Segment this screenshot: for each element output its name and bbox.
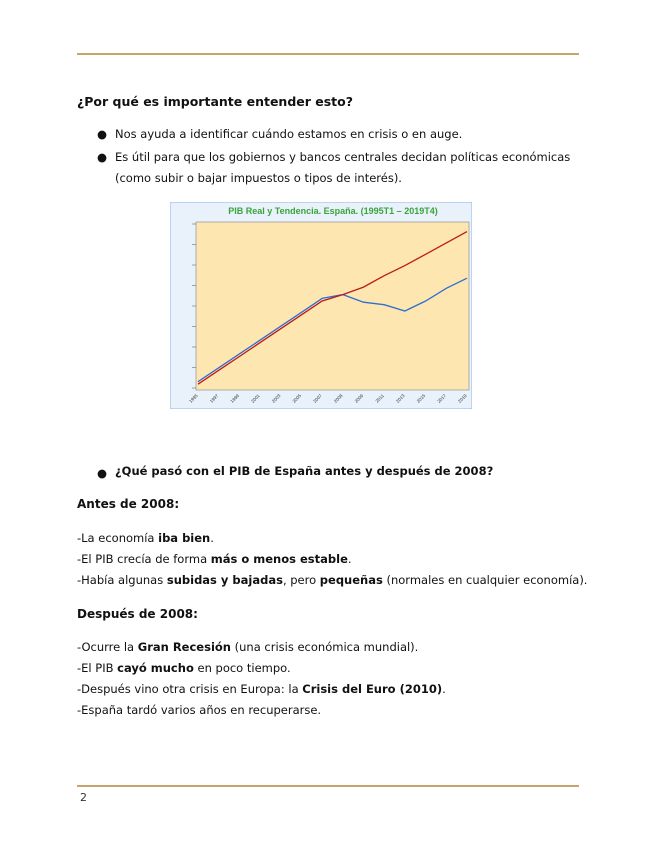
x-tick-label: 2003 — [270, 393, 282, 404]
after-line-3 — [77, 679, 446, 700]
after-line-1 — [77, 637, 418, 658]
after-line-2 — [77, 658, 291, 679]
bold-run: pequeñas — [319, 573, 383, 587]
section-heading: ¿Por qué es importante entender esto? — [77, 94, 353, 109]
text-run: , pero — [282, 573, 320, 587]
bold-run: subidas y bajadas — [166, 573, 283, 587]
bold-run: iba bien — [158, 531, 211, 545]
before-heading: Antes de 2008: — [77, 497, 180, 511]
top-rule — [77, 53, 579, 55]
bullet-text: Nos ayuda a identificar cuándo estamos en crisis o en auge. — [115, 127, 463, 141]
text-run: -El PIB — [77, 661, 118, 675]
text-run: en poco tiempo. — [193, 661, 291, 675]
after-heading: Después de 2008: — [77, 607, 198, 621]
x-tick-label: 2008 — [332, 393, 344, 404]
text-run: . — [442, 682, 446, 696]
bullet-text: Es útil para que los gobiernos y bancos centrales decidan políticas económicas — [115, 150, 571, 164]
page-number: 2 — [80, 791, 87, 804]
text-run: -Después vino otra crisis en Europa: la — [77, 682, 303, 696]
text-run: (una crisis económica mundial). — [230, 640, 419, 654]
bullet-dot: ● — [97, 466, 108, 480]
text-run: (normales en cualquier economía). — [382, 573, 588, 587]
text-run: -El PIB crecía de forma — [77, 552, 211, 566]
text-run: -La economía — [77, 531, 159, 545]
x-tick-label: 1995 — [188, 393, 199, 404]
before-line-1 — [77, 528, 214, 549]
chart-title: PIB Real y Tendencia. España. (1995T1 – 2019T4) — [228, 206, 438, 216]
x-tick-label: 2001 — [250, 393, 261, 404]
x-tick-label: 2015 — [415, 393, 427, 404]
bullet-question: ¿Qué pasó con el PIB de España antes y después de 2008? — [115, 464, 494, 478]
x-tick-label: 2013 — [395, 393, 406, 404]
before-line-2 — [77, 549, 352, 570]
x-tick-label: 2007 — [312, 393, 323, 404]
bullet-text-continued: (como subir o bajar impuestos o tipos de interés). — [115, 171, 402, 185]
bullet-dot: ● — [97, 127, 108, 141]
x-tick-label: 2009 — [353, 393, 365, 404]
x-tick-label: 2005 — [291, 393, 303, 404]
text-run: . — [210, 531, 214, 545]
before-line-3 — [77, 570, 587, 591]
text-run: -España tardó varios años en recuperarse. — [77, 703, 322, 717]
plot-area — [196, 222, 469, 390]
bottom-rule — [77, 785, 579, 787]
x-tick-label: 2019 — [457, 393, 468, 404]
bold-run: Gran Recesión — [137, 640, 231, 654]
text-run: . — [347, 552, 352, 566]
x-tick-label: 2011 — [374, 393, 385, 404]
bold-run: Crisis del Euro (2010) — [302, 682, 443, 696]
bullet-dot: ● — [97, 150, 108, 164]
text-run: -Ocurre la — [77, 640, 138, 654]
x-tick-label: 1999 — [229, 393, 241, 404]
gdp-trend-chart — [170, 202, 472, 409]
text-run: -Había algunas — [77, 573, 167, 587]
bold-run: más o menos estable — [210, 552, 348, 566]
bold-run: cayó mucho — [117, 661, 194, 675]
x-tick-label: 1997 — [208, 393, 220, 404]
x-tick-label: 2017 — [436, 393, 448, 404]
after-line-4 — [77, 700, 321, 721]
